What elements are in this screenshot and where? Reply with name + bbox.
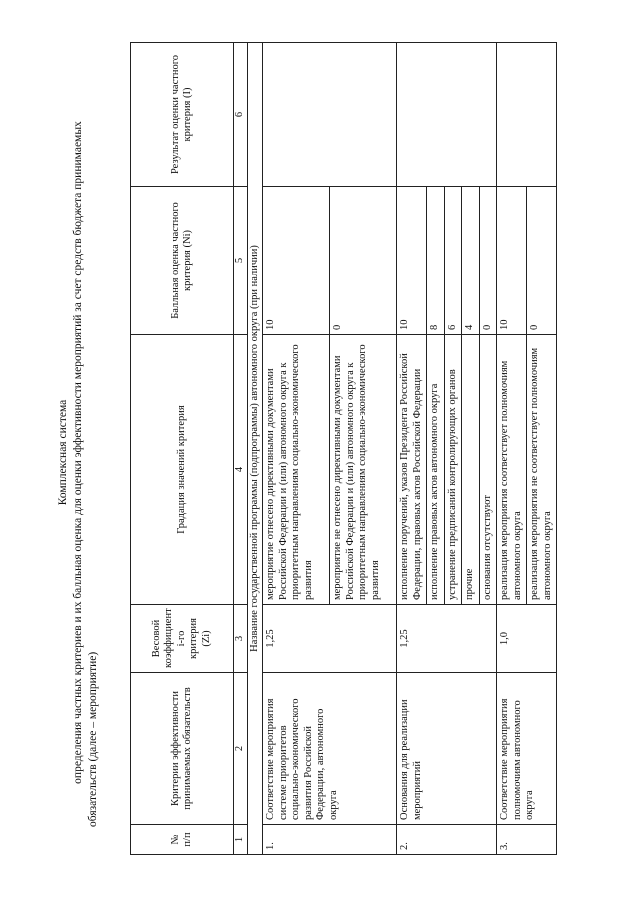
grade-score: 0 (330, 187, 397, 335)
grade-score: 0 (479, 187, 497, 335)
grade-score: 10 (397, 187, 427, 335)
grade-score: 4 (462, 187, 480, 335)
row-num: 3. (497, 825, 557, 855)
col-number: 1 (234, 825, 248, 855)
grade-text: устранение предписаний контролирующих органов (444, 335, 462, 605)
grade-score: 8 (427, 187, 445, 335)
section-row (247, 43, 263, 855)
header-result: Результат оценки частного критерия (I) (131, 43, 234, 187)
header-gradation: Градация значений критерия (131, 335, 234, 605)
grade-text: основания отсутствуют (479, 335, 497, 605)
grade-text: мероприятие отнесено директивными документами Российской Федерации и (или) автономного округа к приоритетным направлениям социально-экономического развития (263, 335, 330, 605)
row-result (263, 43, 397, 187)
table-row (497, 43, 527, 855)
header-weight: Весовой коэффициент i-го критерия (Zi) (131, 605, 234, 673)
grade-text: мероприятие не отнесено директивными документами Российской Федерации и (или) автономного округа к приоритетным направлениям социально-экономического развития (330, 335, 397, 605)
row-weight: 1,25 (263, 605, 397, 673)
grade-text: исполнение правовых актов автономного округа (427, 335, 445, 605)
header-row (131, 43, 234, 855)
row-weight: 1,0 (497, 605, 557, 673)
grade-text: прочие (462, 335, 480, 605)
col-number: 5 (234, 187, 248, 335)
row-criterion: Соответствие мероприятия системе приоритетов социально-экономического развития Российской Федерации, автономного округа (263, 673, 397, 825)
row-num: 1. (263, 825, 397, 855)
grade-score: 10 (497, 187, 527, 335)
section-title: Название государственной программы (подпрограммы) автономного округа (при наличии) (247, 43, 263, 855)
col-number: 2 (234, 673, 248, 825)
column-numbers-row (234, 43, 248, 855)
grade-score: 6 (444, 187, 462, 335)
col-number: 4 (234, 335, 248, 605)
grade-text: исполнение поручений, указов Президента Российской Федерации, правовых актов Российской Федерации (397, 335, 427, 605)
row-weight: 1,25 (397, 605, 497, 673)
col-number: 3 (234, 605, 248, 673)
row-result (397, 43, 497, 187)
row-num: 2. (397, 825, 497, 855)
grade-text: реализация мероприятия не соответствует полномочиям автономного округа (527, 335, 557, 605)
row-criterion: Основания для реализации мероприятий (397, 673, 497, 825)
row-result (497, 43, 557, 187)
table-row (397, 43, 427, 855)
row-criterion: Соответствие мероприятия полномочиям автономного округа (497, 673, 557, 825)
header-criteria: Критерии эффективности принимаемых обязательств (131, 673, 234, 825)
grade-score: 0 (527, 187, 557, 335)
table-row (263, 43, 330, 855)
grade-text: реализация мероприятия соответствует полномочиям автономного округа (497, 335, 527, 605)
header-num: № п/п (131, 825, 234, 855)
title-line-3: обязательств (далее – мероприятие) (87, 651, 99, 827)
header-score: Балльная оценка частного критерия (Ni) (131, 187, 234, 335)
title-line-1: Комплексная система (57, 399, 69, 506)
col-number: 6 (234, 43, 248, 187)
criteria-table (130, 42, 557, 855)
grade-score: 10 (263, 187, 330, 335)
title-line-2: определения частных критериев и их балльная оценка для оценки эффективности мероприятий за счет средств бюджета принимаемых (72, 121, 84, 784)
